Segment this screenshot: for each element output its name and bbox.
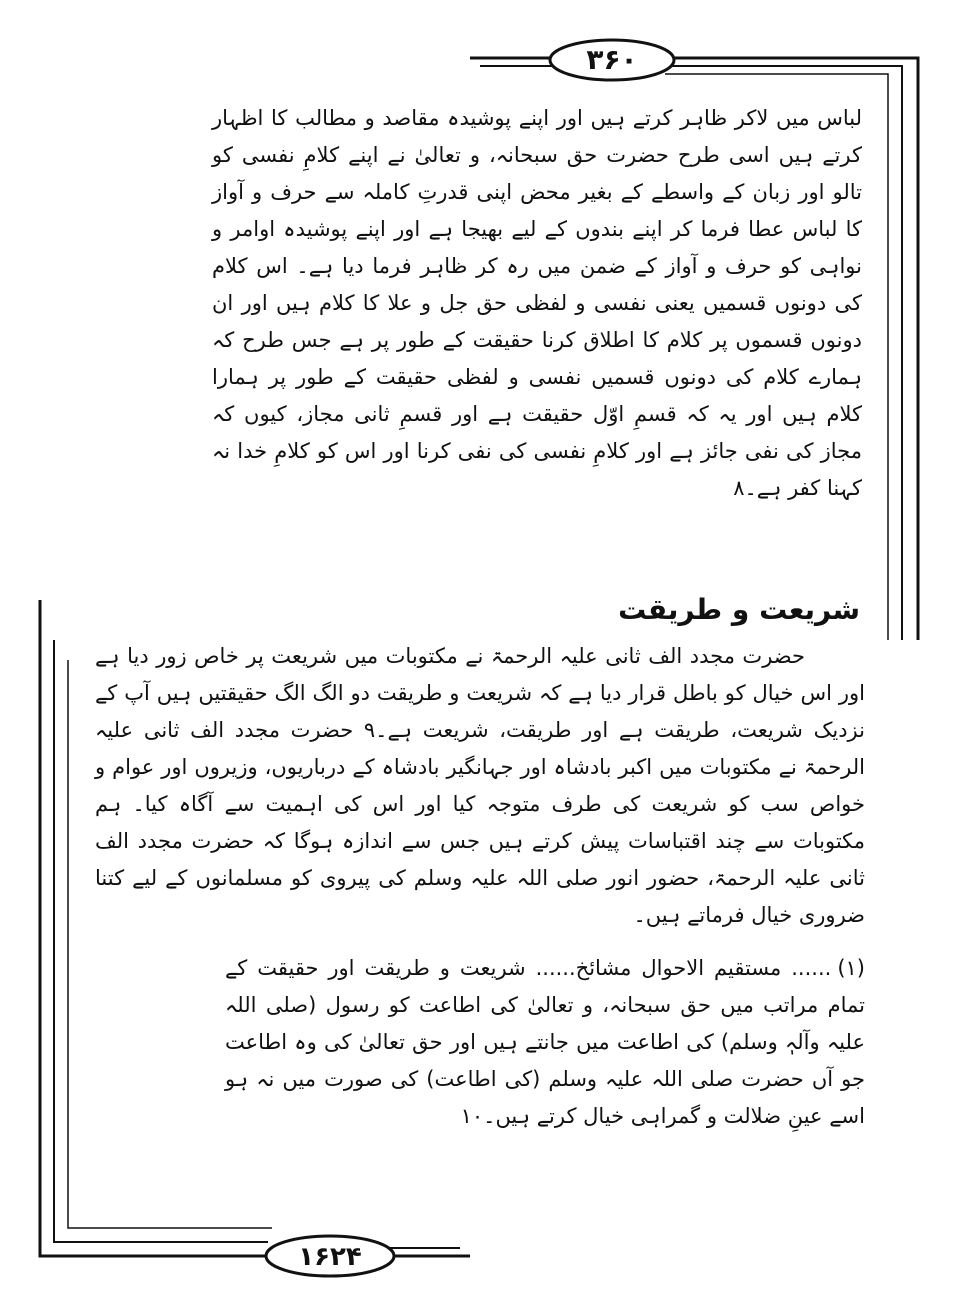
quotation-text: ...... مستقیم الاحوال مشائخ...... شریعت و طریقت اور حقیقت کے تمام مراتب میں حق سبحانہ، و تعالیٰ کی اطاعت کو رسول (صلی اللہ علیہ وآلہٖ وسلم) کی اطاعت میں جانتے ہیں اور حق تعالیٰ کی وہ اطاعت جو آں حضرت صلی اللہ علیہ وسلم (کی اطاعت) کی صورت میں نہ ہو اسے عینِ ضلالت و گمراہی خیال کرتے ہیں۔۱۰ xyxy=(225,956,865,1128)
paragraph-kalam-nafsi: لباس میں لاکر ظاہر کرتے ہیں اور اپنے پوشیدہ مقاصد و مطالب کا اظہار کرتے ہیں اسی طرح حضرت حق سبحانہ، و تعالیٰ نے اپنے کلامِ نفسی کو تالو اور زبان کے واسطے کے بغیر محض اپنی قدرتِ کاملہ سے حرف و آواز کا لباس عطا فرما کر اپنے بندوں کے لیے بھیجا ہے اور اپنے پوشیدہ اوامر و نواہی کو حرف و آواز کے ضمن میں رہ کر ظاہر فرما دیا ہے۔ اس کلام کی دونوں قسمیں یعنی نفسی و لفظی حق جل و علا کا کلام ہیں اور ان دونوں قسموں پر کلام کا اطلاق کرنا حقیقت کے طور پر ہے جس طرح کہ ہمارے کلام کی دونوں قسمیں نفسی و لفظی حقیقت کے طور پر ہمارا کلام ہیں اور یہ کہ قسمِ اوّل حقیقت ہے اور قسمِ ثانی مجاز، کیوں کہ مجاز کی نفی جائز ہے اور کلامِ نفسی کی نفی کرنا اور اس کو کلامِ خدا نہ کہنا کفر ہے۔۸ xyxy=(212,106,862,500)
continued-paragraph xyxy=(212,100,862,507)
bottom-page-number: ۱۶۲۴ xyxy=(298,1242,362,1272)
quotation-number: (۱) xyxy=(837,956,865,980)
quotation-paragraph xyxy=(225,950,865,1135)
section-heading-shariat-tariqat: شریعت و طریقت xyxy=(618,593,860,626)
paragraph-mujaddid: حضرت مجدد الف ثانی علیہ الرحمۃ نے مکتوبات میں شریعت پر خاص زور دیا ہے اور اس خیال کو باطل قرار دیا ہے کہ شریعت و طریقت دو الگ الگ حقیقتیں ہیں آپ کے نزدیک شریعت، طریقت ہے اور طریقت، شریعت ہے۔۹ حضرت مجدد الف ثانی علیہ الرحمۃ نے مکتوبات میں اکبر بادشاہ اور جہانگیر بادشاہ کے درباریوں، وزیروں اور عوام و خواص سب کو شریعت کی طرف متوجہ کیا اور اس کی اہمیت سے آگاہ کیا۔ ہم مکتوبات سے چند اقتباسات پیش کرتے ہیں جس سے اندازہ ہوگا کہ حضرت مجدد الف ثانی علیہ الرحمۃ، حضور انور صلی اللہ علیہ وسلم کی پیروی کو مسلمانوں کے لیے کتنا ضروری خیال فرماتے ہیں۔ xyxy=(95,644,865,927)
quotation-block xyxy=(225,950,865,1135)
section-body xyxy=(95,638,865,934)
top-page-number: ۳۶۰ xyxy=(586,43,638,76)
